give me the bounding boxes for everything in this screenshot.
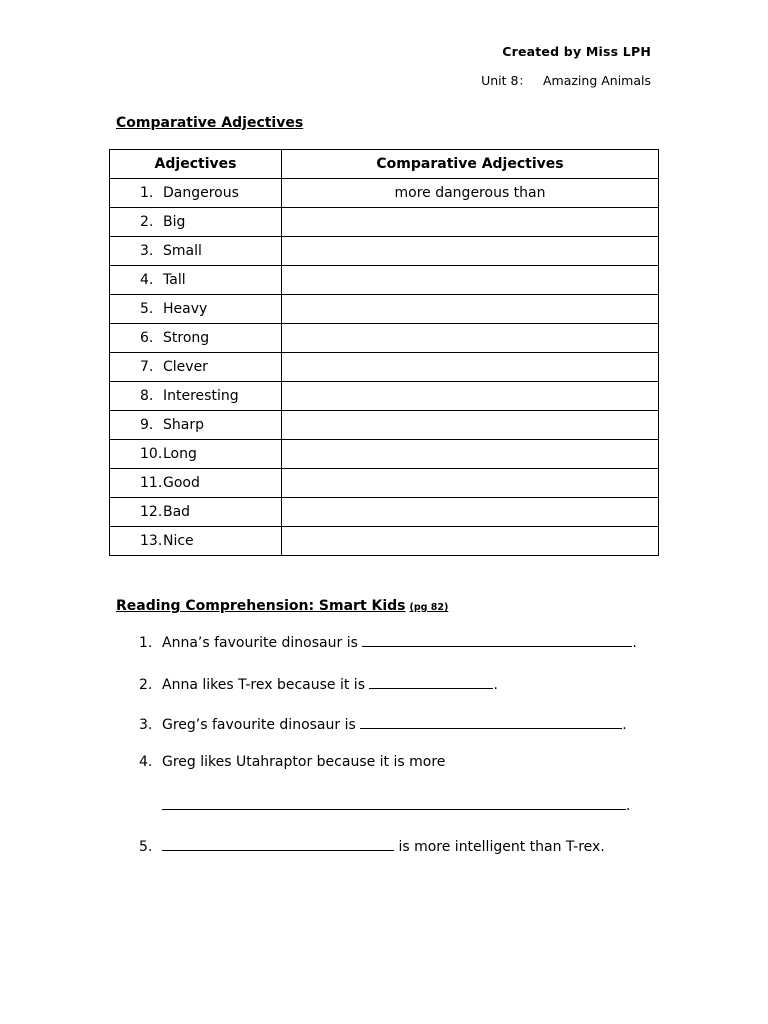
table-row [110, 237, 659, 266]
question-end: is more intelligent than T-rex. [394, 839, 605, 855]
row-number: 4. [140, 272, 154, 288]
answer-cell[interactable] [282, 527, 659, 556]
table-row [110, 498, 659, 527]
answer-cell[interactable] [282, 353, 659, 382]
row-number: 2. [140, 214, 154, 230]
adjective-cell [110, 179, 282, 208]
table-row [110, 469, 659, 498]
adjective-cell [110, 469, 282, 498]
adjective-word: Bad [163, 504, 191, 520]
question-text: Anna likes T-rex because it is [162, 677, 370, 693]
table-header-row [110, 150, 659, 179]
adjective-cell [110, 527, 282, 556]
adjective-cell [110, 237, 282, 266]
table-row [110, 295, 659, 324]
adjective-word: Tall [163, 272, 186, 288]
adjective-cell [110, 208, 282, 237]
adjective-word: Small [163, 243, 202, 259]
question-end: . [626, 798, 631, 814]
row-number: 11. [140, 475, 163, 491]
row-number: 12. [140, 504, 163, 520]
adjective-cell [110, 411, 282, 440]
question-number: 2. [139, 677, 153, 693]
adjective-word: Strong [163, 330, 210, 346]
answer-cell[interactable] [282, 324, 659, 353]
answer-cell[interactable] [282, 208, 659, 237]
adjective-cell [110, 353, 282, 382]
adjective-word: Interesting [163, 388, 239, 404]
question-end: . [632, 635, 637, 651]
adjective-cell [110, 498, 282, 527]
question-4-answer-line [162, 795, 630, 814]
answer-blank[interactable] [162, 836, 394, 851]
row-number: 6. [140, 330, 154, 346]
adjective-word: Heavy [163, 301, 208, 317]
answer-blank[interactable] [369, 674, 493, 689]
row-number: 5. [140, 301, 154, 317]
unit-name: Amazing Animals [542, 73, 651, 88]
row-number: 8. [140, 388, 154, 404]
adjective-word: Big [163, 214, 186, 230]
answer-cell[interactable] [282, 498, 659, 527]
row-number: 1. [140, 185, 154, 201]
table-row [110, 440, 659, 469]
row-number: 10. [140, 446, 163, 462]
adjective-cell [110, 266, 282, 295]
table-row [110, 208, 659, 237]
row-number: 9. [140, 417, 154, 433]
answer-cell[interactable] [282, 469, 659, 498]
adjective-word: Dangerous [163, 185, 239, 201]
question-text: Anna’s favourite dinosaur is [162, 635, 363, 651]
unit-line [481, 71, 651, 89]
adjective-word: Nice [163, 533, 194, 549]
row-number: 13. [140, 533, 163, 549]
page-reference: (pg 82) [409, 602, 449, 613]
answer-blank[interactable] [162, 795, 626, 810]
answer-cell[interactable] [282, 295, 659, 324]
question-end: . [622, 717, 627, 733]
reading-title-text: Reading Comprehension: Smart Kids [116, 598, 406, 614]
row-number: 7. [140, 359, 154, 375]
question-5 [139, 836, 605, 855]
adjective-word: Clever [163, 359, 208, 375]
answer-cell[interactable] [282, 382, 659, 411]
table-row [110, 324, 659, 353]
adjective-cell [110, 440, 282, 469]
adjective-word: Sharp [163, 417, 204, 433]
adjective-cell [110, 295, 282, 324]
section-title-comparative: Comparative Adjectives [116, 115, 304, 131]
adjective-word: Good [163, 475, 200, 491]
table-row [110, 266, 659, 295]
column-header-adjectives: Adjectives [110, 150, 282, 179]
adjective-cell [110, 324, 282, 353]
answer-cell[interactable] [282, 440, 659, 469]
answer-cell[interactable] [282, 237, 659, 266]
answer-cell[interactable]: more dangerous than [282, 179, 659, 208]
adjective-cell [110, 382, 282, 411]
question-number: 4. [139, 754, 153, 770]
table-row [110, 527, 659, 556]
answer-cell[interactable] [282, 411, 659, 440]
table-row [110, 411, 659, 440]
column-header-comparative: Comparative Adjectives [282, 150, 659, 179]
question-4 [139, 754, 445, 770]
question-end: . [493, 677, 498, 693]
answer-cell[interactable] [282, 266, 659, 295]
question-number: 3. [139, 717, 153, 733]
credit-line: Created by Miss LPH [502, 44, 651, 59]
section-title-reading [116, 598, 448, 614]
question-3 [139, 714, 627, 733]
row-number: 3. [140, 243, 154, 259]
table-row [110, 353, 659, 382]
answer-blank[interactable] [360, 714, 622, 729]
adjectives-table [109, 149, 659, 556]
question-number: 5. [139, 839, 153, 855]
question-2 [139, 674, 498, 693]
table-row [110, 179, 659, 208]
question-1 [139, 632, 637, 651]
unit-label: Unit 8： [481, 73, 531, 88]
question-text: Greg’s favourite dinosaur is [162, 717, 361, 733]
table-row [110, 382, 659, 411]
question-text: Greg likes Utahraptor because it is more [162, 754, 446, 770]
question-number: 1. [139, 635, 153, 651]
answer-blank[interactable] [362, 632, 632, 647]
adjective-word: Long [163, 446, 197, 462]
